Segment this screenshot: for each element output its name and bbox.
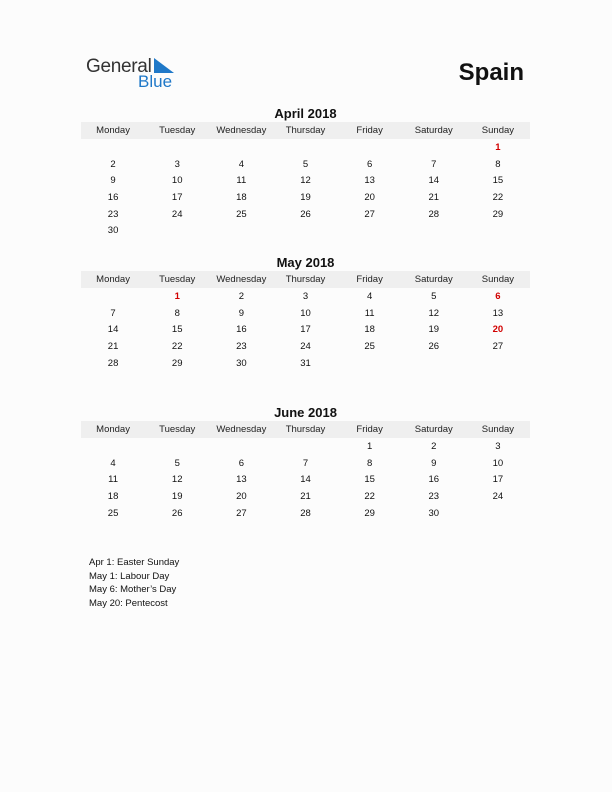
- month-grid: [81, 122, 530, 239]
- day-cell: 21: [300, 490, 311, 502]
- day-cell: 12: [171, 474, 183, 486]
- week-row: [81, 488, 530, 505]
- day-cell: 6: [366, 158, 373, 170]
- month-title: May 2018: [276, 255, 335, 270]
- weekday-header: Friday: [338, 421, 402, 438]
- day-cell: [81, 438, 145, 455]
- day-cell: 12: [300, 175, 311, 187]
- day-cell: 8: [174, 307, 180, 319]
- weekday-header-row: [81, 421, 530, 438]
- week-row: [81, 288, 530, 305]
- weekday-header: Monday: [81, 271, 145, 288]
- day-cell: [338, 139, 402, 156]
- week-row: [81, 338, 530, 355]
- week-row: [81, 172, 530, 189]
- day-cell: 7: [110, 307, 116, 319]
- weekday-header: Sunday: [466, 122, 530, 139]
- day-cell: 15: [364, 474, 375, 486]
- day-cell: 28: [300, 507, 311, 519]
- day-cell: [209, 139, 273, 156]
- week-row: [81, 222, 530, 239]
- weekday-header: Friday: [338, 122, 402, 139]
- calendar-april: [81, 106, 530, 239]
- week-row: [81, 355, 530, 372]
- day-cell: [81, 288, 145, 305]
- week-row: [81, 438, 530, 455]
- day-cell: 3: [174, 158, 180, 170]
- day-cell: 18: [107, 490, 119, 502]
- day-cell: 6: [495, 290, 501, 302]
- weekday-header: Tuesday: [145, 271, 209, 288]
- day-cell: 4: [238, 158, 244, 170]
- day-cell: 15: [171, 324, 183, 336]
- day-cell: 10: [492, 457, 504, 469]
- day-cell: 11: [108, 474, 118, 486]
- month-title: April 2018: [274, 106, 337, 121]
- day-cell: [338, 222, 402, 239]
- day-cell: 1: [366, 440, 373, 452]
- week-row: [81, 189, 530, 206]
- day-cell: [466, 355, 530, 372]
- day-cell: 24: [171, 208, 183, 220]
- weekday-header-row: [81, 122, 530, 139]
- day-cell: 20: [236, 490, 247, 502]
- day-cell: [466, 222, 530, 239]
- country-title: Spain: [458, 59, 524, 86]
- day-cell: 14: [107, 324, 119, 336]
- day-cell: 19: [171, 490, 183, 502]
- day-cell: 3: [495, 440, 501, 452]
- day-cell: 25: [364, 340, 375, 352]
- day-cell: 16: [428, 474, 440, 486]
- day-cell: [338, 355, 402, 372]
- day-cell: 16: [236, 324, 247, 336]
- day-cell: 10: [171, 175, 183, 187]
- weekday-header: Thursday: [273, 421, 337, 438]
- day-cell: 29: [171, 357, 183, 369]
- day-cell: [402, 139, 466, 156]
- day-cell: 17: [492, 474, 504, 486]
- day-cell: 28: [428, 208, 440, 220]
- day-cell: 9: [238, 307, 244, 319]
- weekday-header: Thursday: [273, 122, 337, 139]
- week-row: [81, 455, 530, 472]
- day-cell: 12: [428, 307, 440, 319]
- weekday-header: Monday: [81, 421, 145, 438]
- day-cell: 20: [492, 324, 504, 336]
- day-cell: [466, 505, 530, 522]
- day-cell: 30: [107, 225, 119, 237]
- week-row: [81, 139, 530, 156]
- weekday-header: Thursday: [273, 271, 337, 288]
- weekday-header: Wednesday: [209, 122, 273, 139]
- day-cell: 2: [238, 290, 244, 302]
- day-cell: 30: [428, 507, 440, 519]
- week-row: [81, 505, 530, 522]
- day-cell: 22: [364, 490, 375, 502]
- weekday-header: Sunday: [466, 421, 530, 438]
- day-cell: 23: [236, 340, 247, 352]
- day-cell: 2: [431, 440, 437, 452]
- day-cell: [402, 355, 466, 372]
- day-cell: 24: [492, 490, 504, 502]
- weekday-header: Monday: [81, 122, 145, 139]
- generalblue-logo: [86, 56, 186, 92]
- day-cell: 25: [107, 507, 119, 519]
- weekday-header: Tuesday: [145, 421, 209, 438]
- day-cell: [209, 438, 273, 455]
- calendar-june: [81, 405, 530, 521]
- day-cell: 24: [300, 340, 311, 352]
- day-cell: 18: [236, 191, 247, 203]
- weekday-header: Saturday: [402, 122, 466, 139]
- day-cell: 21: [428, 191, 440, 203]
- day-cell: 19: [428, 324, 440, 336]
- week-row: [81, 305, 530, 322]
- holiday-note: Apr 1: Easter Sunday: [89, 557, 180, 568]
- day-cell: 26: [428, 340, 440, 352]
- day-cell: 3: [302, 290, 309, 302]
- month-grid: [81, 271, 530, 371]
- day-cell: 22: [492, 191, 504, 203]
- weekday-header: Friday: [338, 271, 402, 288]
- day-cell: [273, 438, 337, 455]
- day-cell: 23: [107, 208, 119, 220]
- weekday-header: Sunday: [466, 271, 530, 288]
- day-cell: 2: [110, 158, 116, 170]
- holiday-note: May 6: Mother’s Day: [89, 584, 177, 596]
- day-cell: [145, 222, 209, 239]
- day-cell: 16: [107, 191, 119, 203]
- logo-word-general: General: [86, 56, 152, 77]
- day-cell: 13: [492, 307, 504, 319]
- day-cell: 14: [428, 175, 440, 187]
- day-cell: 29: [364, 507, 375, 519]
- day-cell: [402, 222, 466, 239]
- day-cell: [81, 139, 145, 156]
- day-cell: 27: [364, 208, 375, 220]
- day-cell: 17: [300, 324, 311, 336]
- day-cell: 6: [238, 457, 244, 469]
- day-cell: 31: [300, 357, 311, 369]
- day-cell: 8: [495, 158, 501, 170]
- day-cell: 18: [364, 324, 375, 336]
- logo-word-blue: Blue: [138, 72, 173, 91]
- day-cell: 30: [236, 357, 247, 369]
- day-cell: 28: [107, 357, 119, 369]
- day-cell: 27: [236, 507, 247, 519]
- day-cell: 1: [495, 141, 501, 153]
- day-cell: 8: [366, 457, 373, 469]
- day-cell: 26: [171, 507, 183, 519]
- day-cell: 11: [364, 307, 375, 319]
- day-cell: 26: [300, 208, 311, 220]
- day-cell: 9: [110, 175, 116, 187]
- weekday-header: Saturday: [402, 421, 466, 438]
- day-cell: 27: [492, 340, 504, 352]
- weekday-header: Tuesday: [145, 122, 209, 139]
- day-cell: [145, 438, 209, 455]
- day-cell: 11: [236, 175, 247, 187]
- weekday-header: Wednesday: [209, 421, 273, 438]
- week-row: [81, 321, 530, 338]
- day-cell: 23: [428, 490, 440, 502]
- holiday-note: May 20: Pentecost: [89, 597, 168, 609]
- day-cell: 17: [171, 191, 183, 203]
- weekday-header: Wednesday: [209, 271, 273, 288]
- day-cell: [145, 139, 209, 156]
- week-row: [81, 156, 530, 173]
- day-cell: 25: [236, 208, 247, 220]
- day-cell: [273, 139, 337, 156]
- day-cell: 21: [107, 340, 119, 352]
- day-cell: 19: [300, 191, 311, 203]
- day-cell: 5: [174, 457, 180, 469]
- day-cell: 5: [431, 290, 437, 302]
- day-cell: 10: [300, 307, 311, 319]
- day-cell: 4: [110, 457, 116, 469]
- weekday-header: Saturday: [402, 271, 466, 288]
- day-cell: [273, 222, 337, 239]
- month-title: June 2018: [274, 405, 337, 420]
- day-cell: 7: [431, 158, 437, 170]
- week-row: [81, 471, 530, 488]
- day-cell: 22: [171, 340, 183, 352]
- day-cell: 20: [364, 191, 375, 203]
- month-grid: [81, 421, 530, 521]
- weekday-header-row: [81, 271, 530, 288]
- day-cell: 4: [366, 290, 373, 302]
- week-row: [81, 206, 530, 223]
- day-cell: [209, 222, 273, 239]
- day-cell: 13: [364, 175, 375, 187]
- holiday-notes: [89, 556, 179, 610]
- day-cell: 14: [300, 474, 311, 486]
- day-cell: 15: [492, 175, 504, 187]
- holiday-note: May 1: Labour Day: [89, 570, 170, 582]
- day-cell: 5: [302, 158, 309, 170]
- day-cell: 29: [492, 208, 504, 220]
- day-cell: 1: [174, 290, 180, 302]
- day-cell: 9: [431, 457, 437, 469]
- day-cell: 13: [236, 474, 247, 486]
- calendar-may: [81, 255, 530, 371]
- day-cell: 7: [302, 457, 309, 469]
